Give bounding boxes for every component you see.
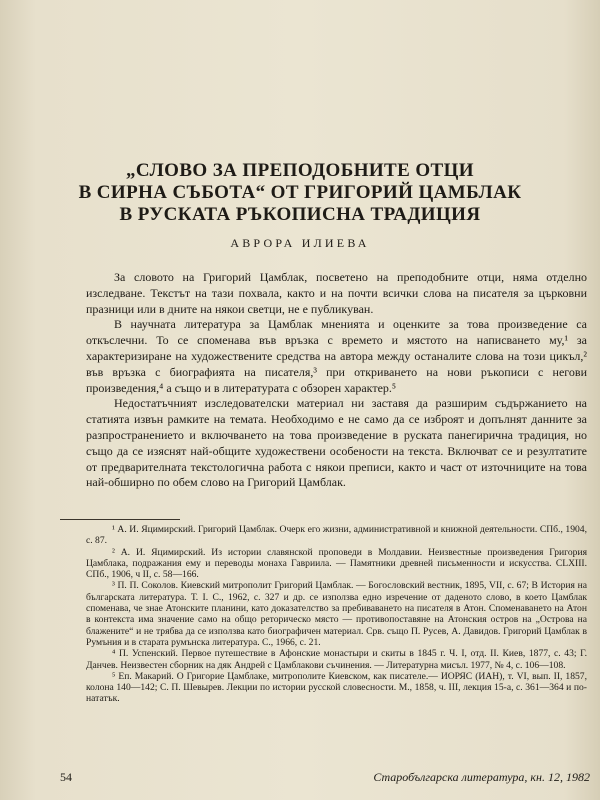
footnote: ⁴ П. Успенский. Первое путешествие в Афонские монастыри и скиты в 1845 г. Ч. I, отд. II. Киев, 1877, с. 43; Г. Данчев. Неизвестен сборник на дяк Андрей с Цамблакови съчинения. — Литературна мисъл. 1977, № 4, с. 106—108. [86,648,587,671]
page-number: 54 [60,770,72,784]
title-line-2: В СИРНА СЪБОТА“ ОТ ГРИГОРИЙ ЦАМБЛАК [78,182,522,203]
footnote: ² А. И. Яцимирский. Из истории славянской проповеди в Молдавии. Неизвестные произведения Григория Цамблака, подражания ему и переводы монаха Гавриила. — Памятники древней письменности и искусства. CLXIII. СПб., 1906, ч II, с. 58—166. [86,546,587,581]
footnote: ³ П. П. Соколов. Киевский митрополит Григорий Цамблак. — Богословский вестник, 1895, VII, с. 67; В История на българската литература. Т. I. С., 1962, с. 327 и др. се използва едно изречение от даденото слово, в което Цамблак споменава, че знае Атонските планини, като доказателство за пребиваването на писателя в Атон. Споменаването на Атон в контекста има значение само на общо реторическо място — противопоставяне на Атонския остров на „Острова на блажените“ и не трябва да се използва като биографичен материал. Срв. също П. Русев, А. Давидов. Григорий Цамблак в Румъния и в старата румънска литература. С., 1966, с. 21. [86,580,587,648]
article-title [60,160,540,226]
page-footer [60,770,590,788]
body-paragraph: В научната литература за Цамблак мненията и оценките за това произведение са откъслечни. То се споменава във връзка с времето и мястото на написването му,¹ за характеризиране на художествените средства на автора между останалите слова на този цикъл,² във връзка с биографията на писателя,³ при откриването на нови ръкописи с негови произведения,⁴ а също и в литературата с обзорен характер.⁵ [86,317,587,395]
footnote: ⁵ Еп. Макарий. О Григорие Цамблаке, митрополите Киевском, как писателе.— ИОРЯС (ИАН), т. VI, вып. II, 1857, колона 140—142; С. П. Шевырев. Лекции по истории русской словесности. М., 1858, ч. III, лекция 15-а, с. 361—364 и по-нататък. [86,670,587,705]
footnote: ¹ А. И. Яцимирский. Григорий Цамблак. Очерк его жизни, административной и книжной деятельности. СПб., 1904, с. 87. [86,524,587,547]
article-author: АВРОРА ИЛИЕВА [230,236,370,250]
title-line-1: „СЛОВО ЗА ПРЕПОДОБНИТЕ ОТЦИ [126,160,474,181]
footnote-divider [60,519,180,520]
body-paragraph: Недостатъчният изследователски материал ни заставя да разширим съдържанието на статията извън рамките на темата. Необходимо е не само да се изброят и допълнят данните за разпространението и включването на това произведение в руската панегирична традиция, но също да се изяснят най-общите художествени особености на текста. Включват се и резултатите от предварителната текстологична работа с някои преписи, както и част от източниците на това най-обширно по обем слово на Григорий Цамблак. [86,396,587,490]
article-body [86,270,587,491]
body-paragraph: За словото на Григорий Цамблак, посветено на преподобните отци, няма отделно изследване. Текстът на тази похвала, както и на почти всички слова на писателя за църковни празници или в дните на някои светци, не е публикуван. [86,270,587,316]
journal-reference: Старобългарска литература, кн. 12, 1982 [373,770,590,784]
footnotes [86,524,587,705]
title-line-3: В РУСКАТА РЪКОПИСНА ТРАДИЦИЯ [119,204,481,225]
